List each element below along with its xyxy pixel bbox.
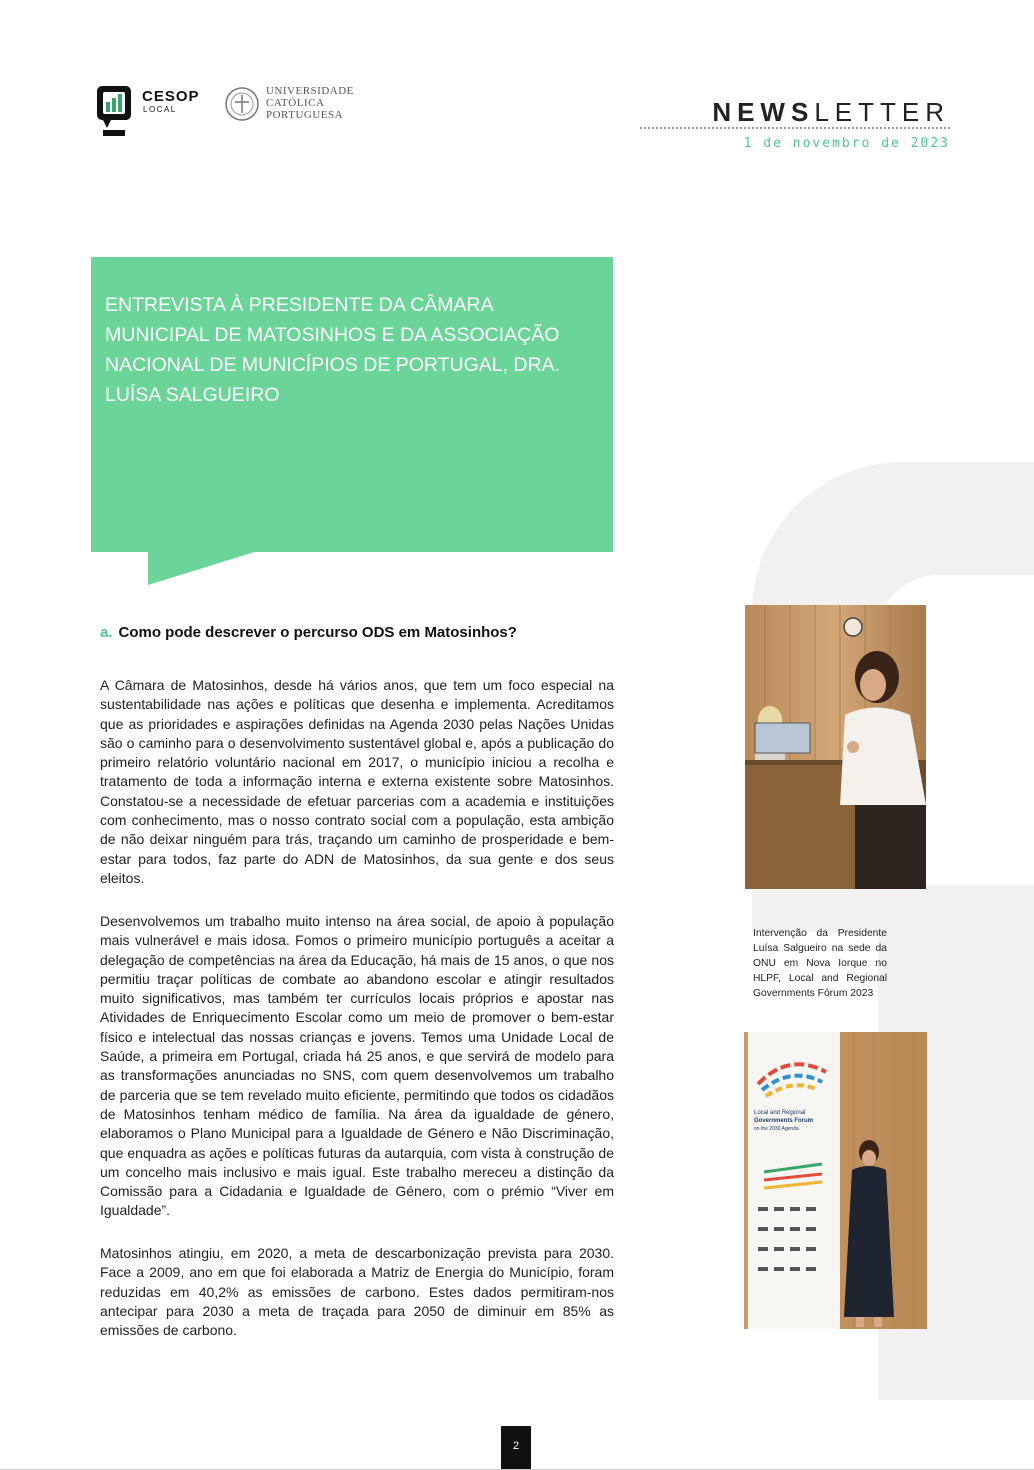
paragraph: Desenvolvemos um trabalho muito intenso na área social, de apoio à população mais vulnerável e mais idosa. Fomos o primeiro município português a aceitar a delegação de competências na área da Educação, há mais de 15 anos, o que nos permitiu traçar políticas de combate ao abandono escolar e atingir resultados muito significativos, mas também ter currículos locais próprios e apostar nas Atividades de Enriquecimento Escolar como um meio de promover o bem-estar físico e intelectual das nossas crianças e jovens. Temos uma Unidade Local de Saúde, a primeira em Portugal, criada há 25 anos, e que servirá de modelo para as transformações anunciadas no SNS, com quem desenvolvemos um trabalho de parceria que se tem revelado muito eficiente, permitindo que todos os cidadãos de Matosinhos tenham médico de família. Na área da igualdade de género, elaboramos o Plano Municipal para a Igualdade de Género e Não Discriminação, que enquadra as ações e políticas futuras da autarquia, com vista à construção de um concelho mais inclusivo e mais igual. Este trabalho mereceu a distinção da Comissão para a Cidadania e Igualdade de Género, com o prémio “Viver em Igualdade”. bbox=[100, 913, 614, 1219]
headline-box-tail bbox=[148, 551, 258, 585]
cesop-name: CESOP bbox=[142, 88, 200, 105]
ucp-seal-icon bbox=[224, 86, 260, 122]
banner-text-line1: Local and Regional bbox=[754, 1110, 806, 1116]
newsletter-title-bold: NEWS bbox=[712, 97, 815, 127]
banner-text-line3: on the 2030 Agenda bbox=[754, 1126, 799, 1132]
newsletter-date: 1 de novembro de 2023 bbox=[743, 136, 950, 151]
question-text: Como pode descrever o percurso ODS em Matosinhos? bbox=[118, 624, 517, 641]
newsletter-title-light: LETTER bbox=[814, 97, 950, 127]
paragraph: A Câmara de Matosinhos, desde há vários anos, que tem um foco especial na sustentabilidade nas ações e políticas que desenha e implementa. Acreditamos que as prioridades e aspirações definidas na Agenda 2030 pelas Nações Unidas são o caminho para o desenvolvimento sustentável global e, após a publicação do primeiro relatório voluntário nacional em 2017, o município iniciou a recolha e tratamento de toda a informação interna e externa existente sobre Matosinhos. Constatou-se a necessidade de efetuar parcerias com a academia e instituições com conhecimento, mas o nosso contrato social com a população, esta ambição de não deixar ninguém para trás, traçando um caminho de prosperidade e bem-estar para todos, faz parte do ADN de Matosinhos, da sua gente e dos seus eleitos. bbox=[100, 677, 614, 886]
headline: ENTREVISTA À PRESIDENTE DA CÂMARA MUNICIPAL DE MATOSINHOS E DA ASSOCIAÇÃO NACIONAL DE MUNICÍPIOS DE PORTUGAL, DRA. LUÍSA SALGUEIRO bbox=[105, 294, 561, 406]
ucp-line: CATÓLICA bbox=[266, 97, 325, 109]
photo-speaker bbox=[745, 605, 926, 889]
photo-forum-banner bbox=[744, 1032, 927, 1329]
newsletter-title bbox=[712, 97, 950, 128]
question-number: a. bbox=[100, 624, 113, 641]
ucp-line: PORTUGUESA bbox=[266, 109, 344, 121]
page-number: 2 bbox=[501, 1426, 531, 1470]
header-divider bbox=[640, 127, 950, 129]
photo-caption: Intervenção da Presidente Luísa Salgueiro na sede da ONU em Nova Iorque no HLPF, Local and Regional Governments Fórum 2023 bbox=[753, 928, 887, 999]
ucp-line: UNIVERSIDADE bbox=[266, 85, 354, 97]
banner-text-line2: Governments Forum bbox=[754, 1118, 814, 1124]
cesop-sub: LOCAL bbox=[143, 105, 177, 114]
cesop-logo-icon bbox=[95, 84, 135, 138]
ucp-logo-text bbox=[266, 85, 354, 121]
paragraph: Matosinhos atingiu, em 2020, a meta de descarbonização prevista para 2030. Face a 2009, ano em que foi elaborada a Matriz de Energia do Município, foram reduzidas em 40,2% as emissões de carbono. Estes dados permitiram-nos antecipar para 2030 a meta de traçada para 2050 de diminuir em 85% as emissões de carbono. bbox=[100, 1245, 614, 1339]
question-heading bbox=[100, 624, 517, 641]
